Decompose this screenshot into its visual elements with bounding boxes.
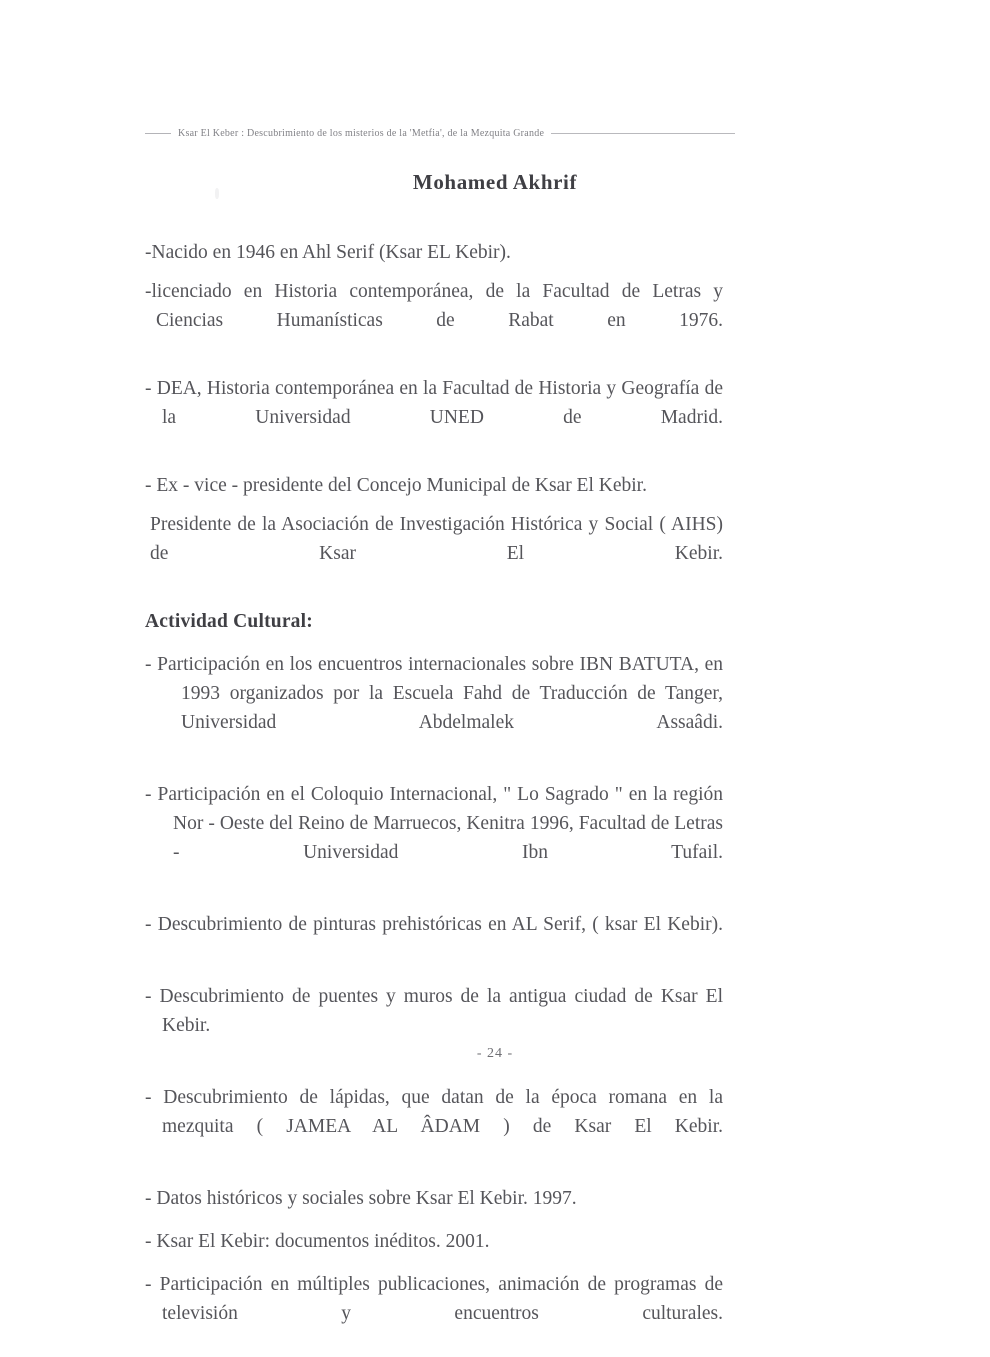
activity-entry: - Datos históricos y sociales sobre Ksar El Kebir. 1997.: [145, 1188, 577, 1209]
header-rule-right: [551, 133, 735, 134]
activity-entry: - Participación en los encuentros internacionales sobre IBN BATUTA, en 1993 organizados por la Escuela Fahd de Traducción de Tanger, Universidad Abdelmalek Assaâdi.: [145, 654, 723, 733]
header-rule-left: [145, 133, 171, 134]
page-title: Mohamed Akhrif: [412, 170, 578, 194]
activity-entry: - Participación en el Coloquio Internacional, " Lo Sagrado " en la región Nor - Oeste del Reino de Marruecos, Kenitra 1996, Facultad de Letras - Universidad Ibn Tufail.: [145, 784, 723, 863]
activity-entry: - Ksar El Kebir: documentos inéditos. 2001.: [145, 1231, 490, 1252]
bio-entry: -licenciado en Historia contemporánea, de la Facultad de Letras y Ciencias Humanísticas de Rabat en 1976.: [145, 281, 723, 331]
activity-entry: - Descubrimiento de puentes y muros de la antigua ciudad de Ksar El Kebir.: [145, 986, 723, 1036]
running-header: [145, 124, 735, 142]
bio-entry: -Nacido en 1946 en Ahl Serif (Ksar EL Kebir).: [145, 242, 511, 263]
section-heading-actividad-cultural: Actividad Cultural:: [145, 611, 313, 632]
bio-entry: Presidente de la Asociación de Investigación Histórica y Social ( AIHS) de Ksar El Kebir.: [150, 514, 723, 564]
running-header-text: Ksar El Keber : Descubrimiento de los misterios de la 'Metfia', de la Mezquita Grande: [178, 127, 545, 139]
page-number: - 24 -: [476, 1046, 514, 1061]
activity-entry: - Participación en múltiples publicaciones, animación de programas de televisión y encuentros culturales.: [145, 1274, 723, 1324]
bio-entry: - DEA, Historia contemporánea en la Facultad de Historia y Geografía de la Universidad UNED de Madrid.: [145, 378, 723, 428]
activity-entry: - Descubrimiento de pinturas prehistóricas en AL Serif, ( ksar El Kebir).: [145, 914, 723, 935]
bio-entry: - Ex - vice - presidente del Concejo Municipal de Ksar El Kebir.: [145, 475, 647, 496]
body-content: [145, 238, 723, 1357]
activity-entry: - Descubrimiento de lápidas, que datan de la época romana en la mezquita ( JAMEA AL ÂDAM ) de Ksar El Kebir.: [145, 1087, 723, 1137]
